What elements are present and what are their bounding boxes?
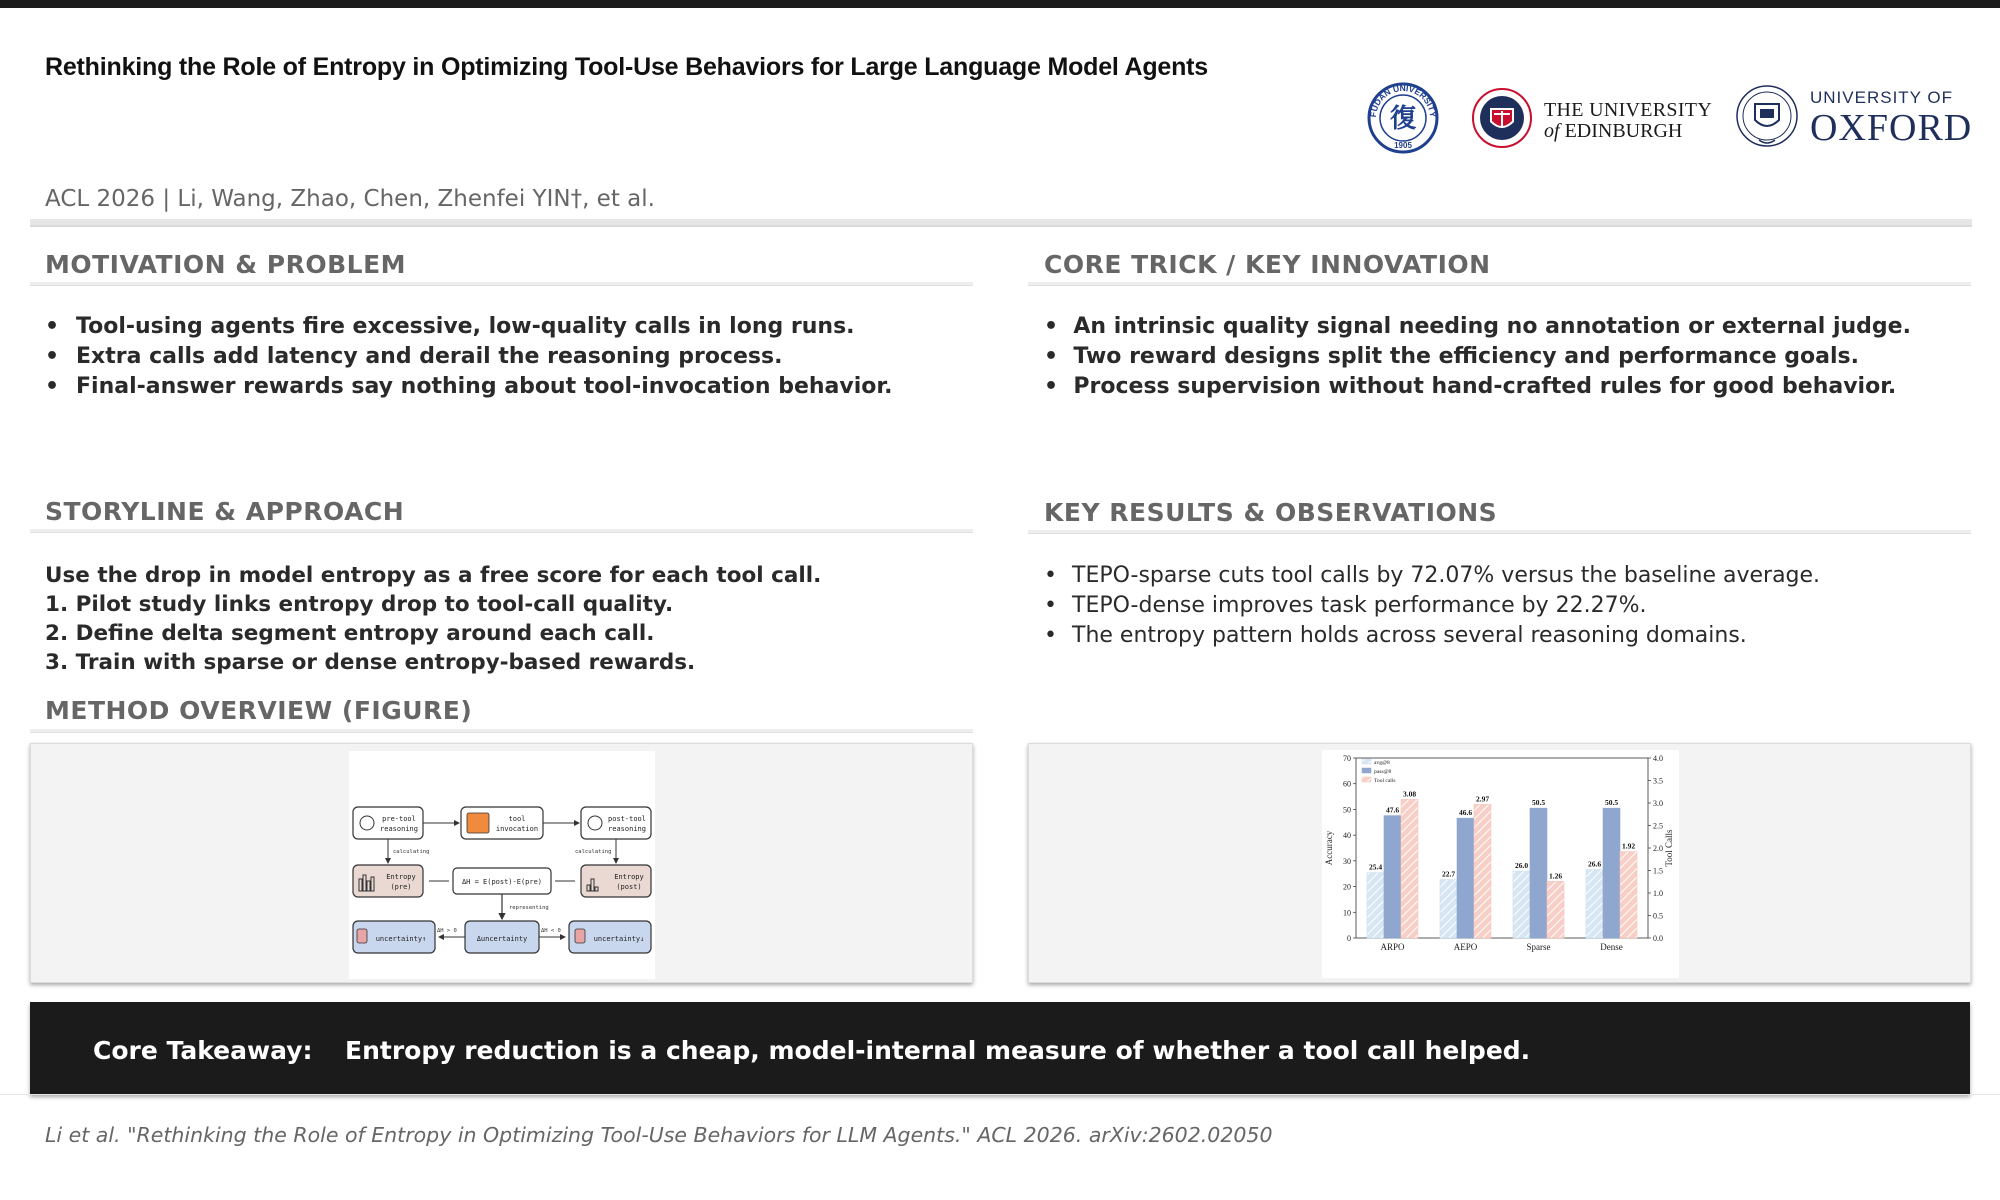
core-bullet: • Two reward designs split the efficiency and performance goals. xyxy=(1044,344,1859,369)
tool-label-2: invocation xyxy=(495,825,539,833)
bar xyxy=(1384,816,1401,938)
edinburgh-line2 xyxy=(1544,121,1712,142)
storyline-line: 1. Pilot study links entropy drop to tool-call quality. xyxy=(45,592,674,617)
y-tick-label: 60 xyxy=(1343,779,1351,789)
bar xyxy=(1457,818,1474,938)
y-tick-label: 10 xyxy=(1343,908,1351,918)
method-diagram xyxy=(349,751,655,979)
post-tool-node xyxy=(581,807,651,839)
bar xyxy=(1547,881,1564,938)
legend-swatch xyxy=(1362,777,1371,782)
footer-rule xyxy=(0,1094,2000,1095)
motivation-heading: MOTIVATION & PROBLEM xyxy=(45,250,407,279)
y2-tick-label: 0.0 xyxy=(1653,934,1663,943)
motivation-bullet: • Extra calls add latency and derail the reasoning process. xyxy=(45,342,975,372)
storyline-heading: STORYLINE & APPROACH xyxy=(45,497,405,526)
pre-tool-label-1: pre-tool xyxy=(382,815,416,823)
y-tick-label: 50 xyxy=(1343,805,1351,815)
bar-value-label: 46.6 xyxy=(1458,808,1473,818)
bar-value-label: 50.5 xyxy=(1604,798,1619,808)
y2-tick-label: 1.5 xyxy=(1653,866,1663,876)
core-bullet-text: Process supervision without hand-crafted rules for good behavior. xyxy=(1073,374,1897,399)
storyline-line: 3. Train with sparse or dense entropy-based rewards. xyxy=(45,650,696,675)
core-bullets xyxy=(1044,312,1964,402)
delta-label: ΔH = E(post)-E(pre) xyxy=(461,878,543,886)
x-tick-label: Dense xyxy=(1600,942,1623,952)
legend-label: Tool calls xyxy=(1374,778,1396,784)
takeaway-label: Core Takeaway: xyxy=(93,1036,313,1065)
x-tick-label: Sparse xyxy=(1526,942,1551,952)
uncertainty-up-label: uncertainty↑ xyxy=(375,935,427,943)
results-rule xyxy=(1028,530,1971,534)
motivation-bullet-text: Extra calls add latency and derail the reasoning process. xyxy=(76,344,783,369)
x-tick-label: ARPO xyxy=(1380,942,1405,952)
bar-value-label: 1.26 xyxy=(1548,871,1563,881)
y2-tick-label: 3.5 xyxy=(1653,776,1663,786)
entropy-post-label-1: Entropy xyxy=(614,873,644,881)
y2-tick-label: 1.0 xyxy=(1653,889,1663,898)
results-bullet: • TEPO-sparse cuts tool calls by 72.07% versus the baseline average. xyxy=(1044,561,1820,591)
edinburgh-crest-icon xyxy=(1470,86,1534,150)
bar xyxy=(1586,870,1603,938)
bar xyxy=(1620,852,1637,938)
core-rule xyxy=(1028,282,1971,286)
results-bullet-text: TEPO-dense improves task performance by 22.27%. xyxy=(1072,593,1647,618)
oxford-line2: OXFORD xyxy=(1810,107,1973,149)
storyline-text xyxy=(45,561,821,677)
post-tool-label-2: reasoning xyxy=(608,825,646,833)
robot-icon xyxy=(357,929,367,943)
poster-subtitle: ACL 2026 | Li, Wang, Zhao, Chen, Zhenfei YIN†, et al. xyxy=(45,186,655,212)
legend-label: pass@8 xyxy=(1374,769,1392,775)
y2-tick-label: 3.0 xyxy=(1653,799,1663,808)
calc-right-label: calculating xyxy=(575,849,612,855)
fudan-glyph: 復 xyxy=(1389,104,1417,134)
neg-label: ΔH < 0 xyxy=(541,928,561,934)
institution-logos xyxy=(1365,80,1975,160)
header-divider xyxy=(30,219,1972,227)
poster-title: Rethinking the Role of Entropy in Optimizing Tool-Use Behaviors for Large Language Model Agents xyxy=(45,53,1209,81)
bar xyxy=(1367,873,1384,938)
post-tool-label-1: post-tool xyxy=(608,815,646,823)
entropy-pre-label-1: Entropy xyxy=(386,873,416,881)
results-heading: KEY RESULTS & OBSERVATIONS xyxy=(1044,498,1498,527)
robot-icon xyxy=(575,929,585,943)
top-bar xyxy=(0,0,2000,8)
results-figure-panel xyxy=(1028,743,1971,983)
bar xyxy=(1440,880,1457,938)
bar-value-label: 22.7 xyxy=(1441,869,1456,879)
toolbox-icon xyxy=(467,813,489,833)
bar-value-label: 3.08 xyxy=(1402,789,1417,799)
storyline-line: Use the drop in model entropy as a free score for each tool call. xyxy=(45,563,822,588)
y-tick-label: 30 xyxy=(1343,856,1351,866)
results-bullet: • The entropy pattern holds across several reasoning domains. xyxy=(1044,621,1820,651)
y-tick-label: 0 xyxy=(1347,934,1351,943)
bar-value-label: 1.92 xyxy=(1621,841,1636,851)
motivation-rule xyxy=(30,282,973,286)
core-bullet: • Process supervision without hand-crafted rules for good behavior. xyxy=(1044,374,1897,399)
bar xyxy=(1474,804,1491,938)
bar-value-label: 2.97 xyxy=(1475,794,1490,804)
motivation-bullet: • Tool-using agents fire excessive, low-quality calls in long runs. xyxy=(45,312,975,342)
method-heading: METHOD OVERVIEW (FIGURE) xyxy=(45,696,473,725)
results-bullet-text: The entropy pattern holds across several reasoning domains. xyxy=(1072,623,1747,648)
results-chart-svg xyxy=(1322,750,1679,978)
y-axis-label: Accuracy xyxy=(1324,830,1334,866)
fudan-ring-text: FUDAN UNIVERSITY xyxy=(1367,82,1439,118)
pre-tool-label-2: reasoning xyxy=(380,825,418,833)
fudan-year: 1905 xyxy=(1394,141,1412,150)
bar xyxy=(1603,808,1620,938)
core-takeaway-banner xyxy=(30,1002,1970,1094)
edinburgh-line1: THE UNIVERSITY xyxy=(1544,99,1713,121)
y2-tick-label: 2.5 xyxy=(1653,821,1663,831)
citation: Li et al. "Rethinking the Role of Entropy in Optimizing Tool-Use Behaviors for LLM Agents." ACL 2026. arXiv:2602.02050 xyxy=(45,1123,1273,1147)
calc-left-label: calculating xyxy=(393,849,430,855)
pos-label: ΔH > 0 xyxy=(437,928,457,934)
oxford-crest-icon xyxy=(1735,82,1799,152)
entropy-pre-label-2: (pre) xyxy=(390,883,412,891)
method-rule xyxy=(30,729,973,733)
bar-value-label: 47.6 xyxy=(1385,805,1400,815)
bar-value-label: 26.6 xyxy=(1587,859,1602,869)
edinburgh-logo xyxy=(1470,86,1760,150)
y-tick-label: 40 xyxy=(1343,831,1351,841)
edinburgh-of: of xyxy=(1544,120,1560,142)
y2-tick-label: 4.0 xyxy=(1653,754,1663,763)
core-bullet: • An intrinsic quality signal needing no annotation or external judge. xyxy=(1044,314,1911,339)
method-figure-panel xyxy=(30,743,973,983)
pre-tool-node xyxy=(353,807,423,839)
x-tick-label: AEPO xyxy=(1453,942,1478,952)
uncertainty-down-label: uncertainty↓ xyxy=(593,935,645,943)
results-bullets xyxy=(1044,561,1820,651)
edinburgh-wordmark xyxy=(1544,100,1712,142)
representing-label: representing xyxy=(509,905,549,911)
tool-label-1: tool xyxy=(508,815,526,823)
storyline-rule xyxy=(30,529,973,533)
y2-tick-label: 0.5 xyxy=(1653,911,1663,921)
y-tick-label: 20 xyxy=(1343,882,1351,892)
motivation-bullet-text: Tool-using agents fire excessive, low-quality calls in long runs. xyxy=(76,314,855,339)
oxford-wordmark xyxy=(1810,88,1972,148)
core-bullet-text: An intrinsic quality signal needing no annotation or external judge. xyxy=(1073,314,1911,339)
delta-uncertainty-label: Δuncertainty xyxy=(476,935,528,943)
motivation-bullet-text: Final-answer rewards say nothing about tool-invocation behavior. xyxy=(76,374,893,399)
legend-swatch xyxy=(1362,768,1371,773)
core-heading: CORE TRICK / KEY INNOVATION xyxy=(1044,250,1491,279)
bar-value-label: 25.4 xyxy=(1368,862,1383,872)
bar xyxy=(1401,799,1418,938)
fudan-university-logo xyxy=(1367,82,1439,154)
motivation-bullets xyxy=(45,312,975,402)
bar xyxy=(1513,871,1530,938)
takeaway-text: Entropy reduction is a cheap, model-internal measure of whether a tool call helped. xyxy=(345,1036,1531,1065)
legend-label: avg@8 xyxy=(1374,760,1390,766)
results-chart xyxy=(1322,750,1679,978)
storyline-line: 2. Define delta segment entropy around each call. xyxy=(45,621,655,646)
y2-tick-label: 2.0 xyxy=(1653,844,1663,853)
results-bullet: • TEPO-dense improves task performance by 22.27%. xyxy=(1044,591,1820,621)
method-diagram-svg xyxy=(349,751,655,979)
bar xyxy=(1530,808,1547,938)
edinburgh-name: EDINBURGH xyxy=(1564,120,1683,142)
legend-swatch xyxy=(1362,759,1371,764)
core-bullet-text: Two reward designs split the efficiency and performance goals. xyxy=(1073,344,1859,369)
motivation-bullet: • Final-answer rewards say nothing about tool-invocation behavior. xyxy=(45,372,975,402)
oxford-logo xyxy=(1735,82,1980,154)
y2-axis-label: Tool Calls xyxy=(1664,829,1674,867)
oxford-line1: UNIVERSITY OF xyxy=(1810,88,1954,107)
results-bullet-text: TEPO-sparse cuts tool calls by 72.07% versus the baseline average. xyxy=(1072,563,1821,588)
bar-value-label: 50.5 xyxy=(1531,798,1546,808)
bar-value-label: 26.0 xyxy=(1514,861,1529,871)
entropy-post-label-2: (post) xyxy=(616,883,642,891)
y-tick-label: 70 xyxy=(1343,754,1351,763)
